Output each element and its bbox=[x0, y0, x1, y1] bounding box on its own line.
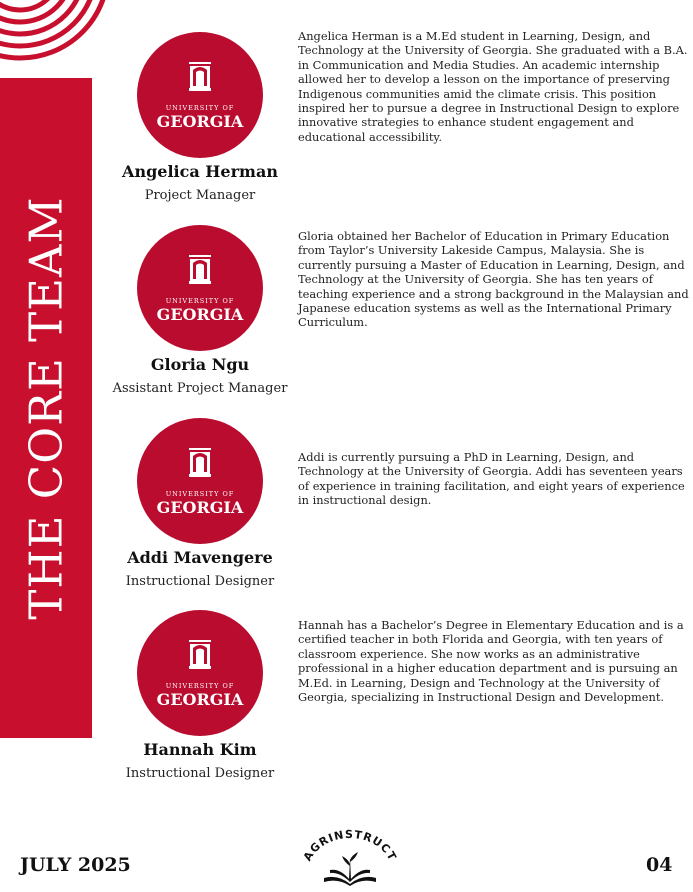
logo-line-2: GEORGIA bbox=[156, 112, 244, 131]
logo-line-1: UNIVERSITY OF bbox=[165, 297, 235, 305]
member-name: Gloria Ngu bbox=[150, 355, 250, 374]
footer-date: JULY 2025 bbox=[20, 854, 131, 876]
member-role: Project Manager bbox=[144, 188, 256, 203]
page-number: 04 bbox=[646, 854, 673, 876]
arch-icon bbox=[187, 251, 213, 285]
logo-line-2: GEORGIA bbox=[156, 305, 244, 324]
member-bio: Hannah has a Bachelor’s Degree in Elementary Education and is a certified teacher in both Florida and Georgia, with ten years of classroom experience. She now works as an administrative professional in a higher education department and is pursuing an M.Ed. in Learning, Design and Technology at the University of Georgia, specializing in Instructional Design and Development. bbox=[298, 618, 684, 705]
logo-line-2: GEORGIA bbox=[156, 690, 244, 709]
member-name: Hannah Kim bbox=[143, 740, 257, 759]
logo-line-1: UNIVERSITY OF bbox=[165, 490, 235, 498]
arch-icon bbox=[187, 58, 213, 92]
team-member-card bbox=[100, 418, 300, 589]
arch-icon bbox=[187, 636, 213, 670]
agrinstruct-logo bbox=[300, 828, 400, 888]
member-bio: Angelica Herman is a M.Ed student in Learning, Design, and Technology at the University of Georgia. She graduated with a B.A. in Communication and Media Studies. An academic internship allowed her to develop a lesson on the importance of preserving Indigenous communities amid the climate crisis. This position inspired her to pursue a degree in Instructional Design to explore innovative strategies to enhance student engagement and educational accessibility. bbox=[298, 29, 688, 144]
team-member-card bbox=[100, 225, 300, 396]
logo-line-2: GEORGIA bbox=[156, 498, 244, 517]
team-member-card bbox=[100, 610, 300, 781]
member-name: Addi Mavengere bbox=[127, 548, 273, 567]
book-icon bbox=[324, 852, 376, 886]
team-member-card bbox=[100, 32, 300, 203]
member-bio: Addi is currently pursuing a PhD in Learning, Design, and Technology at the University of Georgia. Addi has seventeen years of experience in training facilitation, and eight years of experience in instructional design. bbox=[298, 450, 685, 508]
uga-logo bbox=[137, 225, 263, 351]
arch-icon bbox=[187, 444, 213, 478]
logo-line-1: UNIVERSITY OF bbox=[165, 104, 235, 112]
member-role: Assistant Project Manager bbox=[112, 381, 288, 396]
member-name: Angelica Herman bbox=[122, 162, 278, 181]
svg-text:AGRINSTRUCT bbox=[301, 828, 399, 863]
page-title: THE CORE TEAM bbox=[19, 196, 73, 620]
uga-logo bbox=[137, 418, 263, 544]
member-bio: Gloria obtained her Bachelor of Education in Primary Education from Taylor’s University Lakeside Campus, Malaysia. She is currently pursuing a Master of Education in Learning, Design, and Technology at the University of Georgia. She has ten years of teaching experience and a strong background in the Malaysian and Japanese education systems as well as the International Primary Curriculum. bbox=[298, 229, 689, 330]
logo-line-1: UNIVERSITY OF bbox=[165, 682, 235, 690]
brand-text: AGRINSTRUCT bbox=[300, 828, 400, 864]
member-role: Instructional Designer bbox=[125, 574, 275, 589]
uga-logo bbox=[137, 32, 263, 158]
member-role: Instructional Designer bbox=[125, 766, 275, 781]
uga-logo bbox=[137, 610, 263, 736]
